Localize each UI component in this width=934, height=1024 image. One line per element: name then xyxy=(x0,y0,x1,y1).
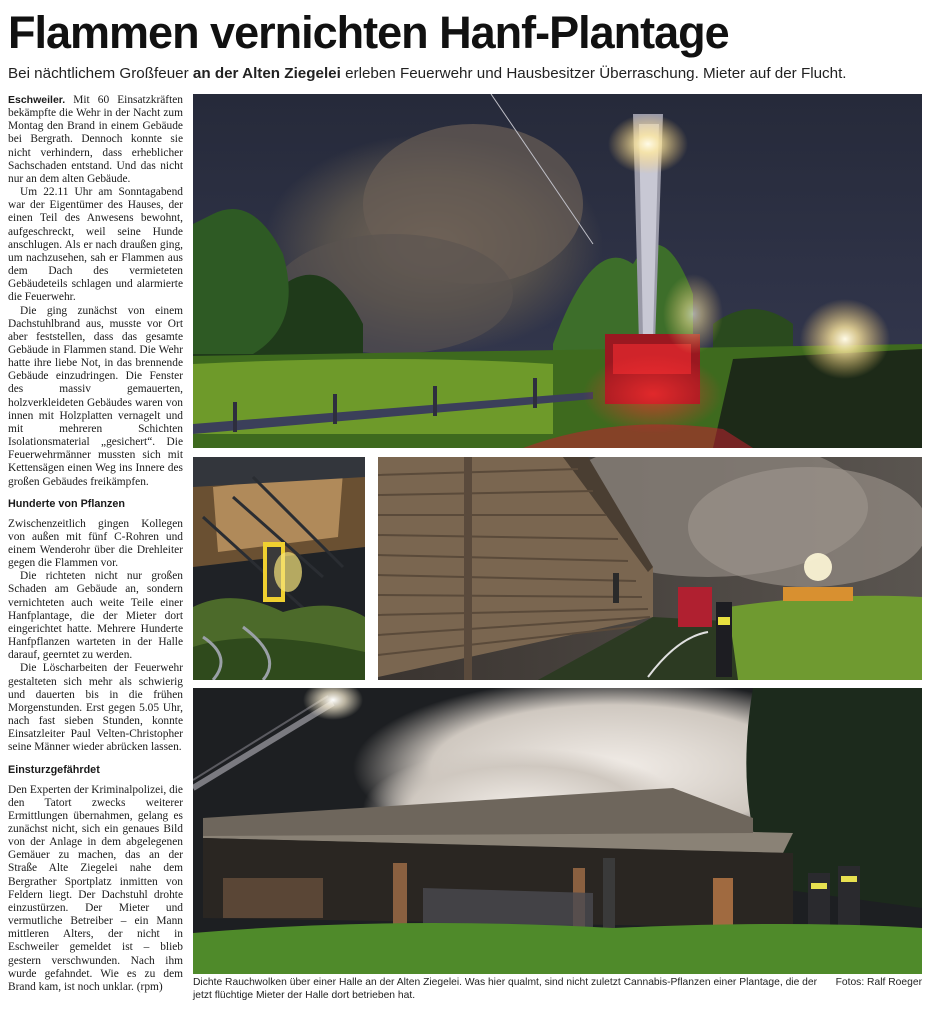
subheadline-bold: an der Alten Ziegelei xyxy=(192,65,341,82)
body-paragraph: Die ging zunächst von einem Dachstuhlbrand aus, musste vor Ort aber feststellen, dass das gesamte Gebäude in Flammen stand. Die Wehr hatte ihre liebe Not, in das brennende Gebäude einzudringen. Die Fenster des massiv gemauerten, holzverkleideten Gebäudes waren von innen mit Holzplatten vernagelt und mit mehreren Schichten Isolationsmaterial „gesichert“. Die Feuerwehrmänner mussten sich mit Kettensägen einen Weg ins Innere des großen Gebäudes freikämpfen. xyxy=(8,304,183,488)
body-paragraph: Die richteten nicht nur großen Schaden am Gebäude an, sondern vernichteten auch weite Teile einer Hanfplantage, die der Mieter dort eingerichtet hatte. Mehrere Hunderte Hanfpflanzen warteten in der Halle darauf, geerntet zu werden. xyxy=(8,570,183,662)
article-body xyxy=(8,94,183,1012)
body-paragraph: Den Experten der Kriminalpolizei, die den Tatort zwecks weiterer Ermittlungen übernahmen, gelang es zunächst nicht, sich ein genaues Bild von der Anlage in dem abgelegenen Gemäuer zu machen, das an der Straße Alte Ziegelei nahe dem Bergrather Sportplatz inmitten von Feldern liegt. Der Dachstuhl drohte einzustürzen. Der Mieter und vermutliche Betreiber – ein Mann mittleren Alters, der nicht in Eschweiler gemeldet ist – blieb gestern verschwunden. Nach ihm wurde gefahndet. Wie es zu dem Brand kam, ist noch unklar. (rpm) xyxy=(8,783,183,993)
photo-collapsed-hall xyxy=(193,688,922,974)
section-heading: Hunderte von Pflanzen xyxy=(8,497,125,510)
paragraph-text: Mit 60 Einsatzkräften bekämpfte die Wehr in der Nacht zum Montag den Brand in einem Gebäude bei Bergrath. Dennoch konnte sie nicht verhindern, dass erheblicher Sachschaden entstand. Und das nicht nur an dem alten Gebäude. xyxy=(8,94,183,185)
subheadline-end: erleben Feuerwehr und Hausbesitzer Überraschung. Mieter auf der Flucht. xyxy=(340,65,847,82)
body-paragraph: Zwischenzeitlich gingen Kollegen von außen mit fünf C-Rohren und einem Wenderohr über die Drehleiter gegen die Flammen vor. xyxy=(8,517,183,570)
headline: Flammen vernichten Hanf-Plantage xyxy=(8,7,729,58)
body-paragraph: Die Löscharbeiten der Feuerwehr gestalteten sich mehr als schwierig und dauerten bis in die frühen Morgenstunden. Erst gegen 5.05 Uhr, nach fast sieben Stunden, konnte Einsatzleiter Paul Velten-Christopher seine Männer wieder abrücken lassen. xyxy=(8,662,183,754)
photo-wooden-hall xyxy=(378,457,922,680)
photo-credit: Fotos: Ralf Roeger xyxy=(835,977,922,988)
photo-ladder-truck-night xyxy=(193,94,922,448)
body-paragraph: Um 22.11 Uhr am Sonntagabend war der Eigentümer des Hauses, der einen Teil des Anwesens bewohnt, aufgeschreckt, weil seine Hunde anschlugen. Als er nach draußen ging, um nachzusehen, sah er Flammen aus dem Dach des vermieteten Gebäudeteils schlagen und alarmierte die Feuerwehr. xyxy=(8,186,183,304)
body-paragraph xyxy=(8,94,183,186)
photo-interior-firefighters xyxy=(193,457,365,680)
photo-caption xyxy=(193,976,922,1002)
section-heading: Einsturzgefährdet xyxy=(8,763,100,776)
dateline: Eschweiler. xyxy=(8,94,66,106)
subheadline-start: Bei nächtlichem Großfeuer xyxy=(8,65,193,82)
subheadline xyxy=(8,62,928,86)
caption-text: Dichte Rauchwolken über einer Halle an der Alten Ziegelei. Was hier qualmt, sind nicht zuletzt Cannabis-Pflanzen einer Plantage, die der jetzt flüchtige Mieter der Halle dort betrieben hat. xyxy=(193,977,818,1001)
